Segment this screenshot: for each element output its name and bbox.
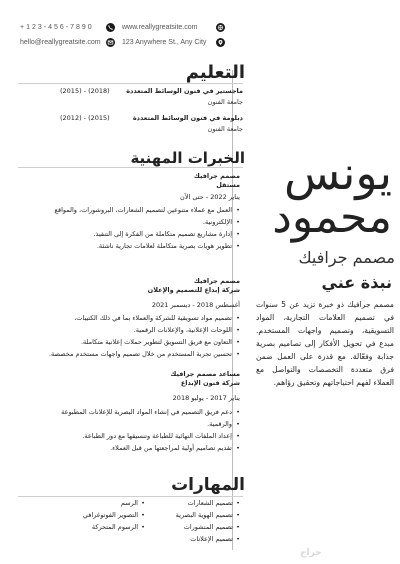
contact-bar: [0, 0, 400, 62]
skills-heading: المهارات: [171, 475, 245, 495]
skill-item: • تصميم الهوية البصرية: [176, 509, 240, 521]
experience-underline: [18, 167, 243, 168]
list-item: • تطوير هويات بصرية متكاملة لعلامات تجارية ناشئة.: [35, 240, 240, 252]
job-entry: [20, 277, 240, 357]
job-dates: أغسطس 2018 - ديسمبر 2021: [151, 301, 240, 309]
about-heading: نبذة عني: [321, 273, 392, 292]
job-role: مساعد مصمم جرافيك: [170, 370, 240, 378]
skill-item: • تصميم الإعلانات: [176, 533, 240, 545]
skills-column: [83, 497, 145, 533]
job-title: مصمم جرافيك: [298, 248, 395, 267]
skill-item: • الرسم: [83, 497, 145, 509]
address: 123 Anywhere St., Any City: [122, 39, 207, 46]
job-dates: يناير 2017 - يوليو 2018: [172, 394, 240, 402]
job-role: مصمم جرافيك: [193, 277, 240, 285]
list-item: • تقديم تصاميم أولية لمراجعتها من قبل العملاء.: [35, 442, 240, 454]
list-item: • التعاون مع فريق التسويق لتطوير حملات إعلانية متكاملة.: [35, 336, 240, 348]
years: (2012) - (2015): [60, 114, 110, 122]
phone-icon: [106, 23, 115, 32]
education-heading: التعليم: [185, 62, 245, 83]
list-item: • العمل مع عملاء متنوعين لتصميم الشعارات، البروشورات، والمواقع: [35, 204, 240, 216]
job-entry: [20, 370, 240, 460]
skill-item: • التصوير الفوتوغرافي: [83, 509, 145, 521]
job-dates: يناير 2022 - حتى الآن: [180, 193, 240, 201]
list-item: • تحسين تجربة المستخدم من خلال تصميم واجهات مستخدم مخصصة.: [35, 348, 240, 360]
list-item: • إعداد الملفات النهائية للطباعة وتنسيقها مع دور الطباعة.: [35, 430, 240, 442]
skills-column: [176, 497, 240, 545]
school: جامعة الفنون: [207, 125, 243, 133]
years: (2015) - (2018): [60, 87, 110, 95]
watermark: حراج: [300, 548, 322, 558]
experience-heading: الخبرات المهنية: [130, 149, 245, 167]
job-company: شركة فنون الإبداع: [180, 379, 240, 387]
email-address: hello@reallygreatsite.com: [20, 39, 101, 46]
candidate-name: [230, 146, 392, 243]
job-role: مصمم جرافيك: [193, 172, 240, 180]
degree: دبلومة في فنون الوسائط المتعددة: [132, 114, 243, 122]
education-underline: [18, 83, 243, 84]
degree: ماجستير في فنون الوسائط المتعددة: [126, 87, 243, 95]
globe-icon: [216, 23, 225, 32]
about-text: مصمم جرافيك ذو خبرة تزيد عن 5 سنوات في تصميم العلامات التجارية، المواد التسويقية، وتصميم واجهات المستخدم. مبدع في تحويل الأفكار إلى تصاميم بصرية جذابة وفعّالة. مع قدرة على العمل ضمن فرق متعددة التخصصات والتواصل مع العملاء لفهم احتياجاتهم وتحقيق رؤاهم.: [256, 300, 395, 387]
list-item: • إدارة مشاريع تصميم متكاملة من الفكرة إلى التنفيذ.: [35, 228, 240, 240]
list-item: • دعم فريق التصميم في إنشاء المواد البصرية للإعلانات المطبوعة: [35, 406, 240, 418]
website: www.reallygreatsite.com: [122, 24, 198, 31]
job-bullets: [35, 406, 240, 454]
school: جامعة الفنون: [207, 98, 243, 106]
job-bullets: [35, 204, 240, 252]
job-company: مستقل: [216, 181, 240, 189]
list-item: • تصميم مواد تسويقية للشركة والعملاء بما في ذلك الكتيبات،: [35, 312, 240, 324]
first-name: يونس: [283, 146, 392, 200]
list-item: • الإلكترونية.: [35, 216, 240, 228]
skill-item: • تصميم المنشورات: [176, 521, 240, 533]
email-icon: [106, 38, 115, 47]
list-item: • والرقمية.: [35, 418, 240, 430]
skill-item: • تصميم الشعارات: [176, 497, 240, 509]
list-item: • اللوحات الإعلانية، والإعلانات الرقمية.: [35, 324, 240, 336]
location-pin-icon: [216, 38, 225, 47]
job-bullets: [35, 312, 240, 360]
phone-number: +123-456-7890: [20, 24, 94, 31]
job-entry: [20, 172, 240, 262]
job-company: شركة إبداع للتصميم والإعلان: [147, 286, 240, 294]
last-name: محمود: [272, 192, 392, 243]
skill-item: • الرسوم المتحركة: [83, 521, 145, 533]
